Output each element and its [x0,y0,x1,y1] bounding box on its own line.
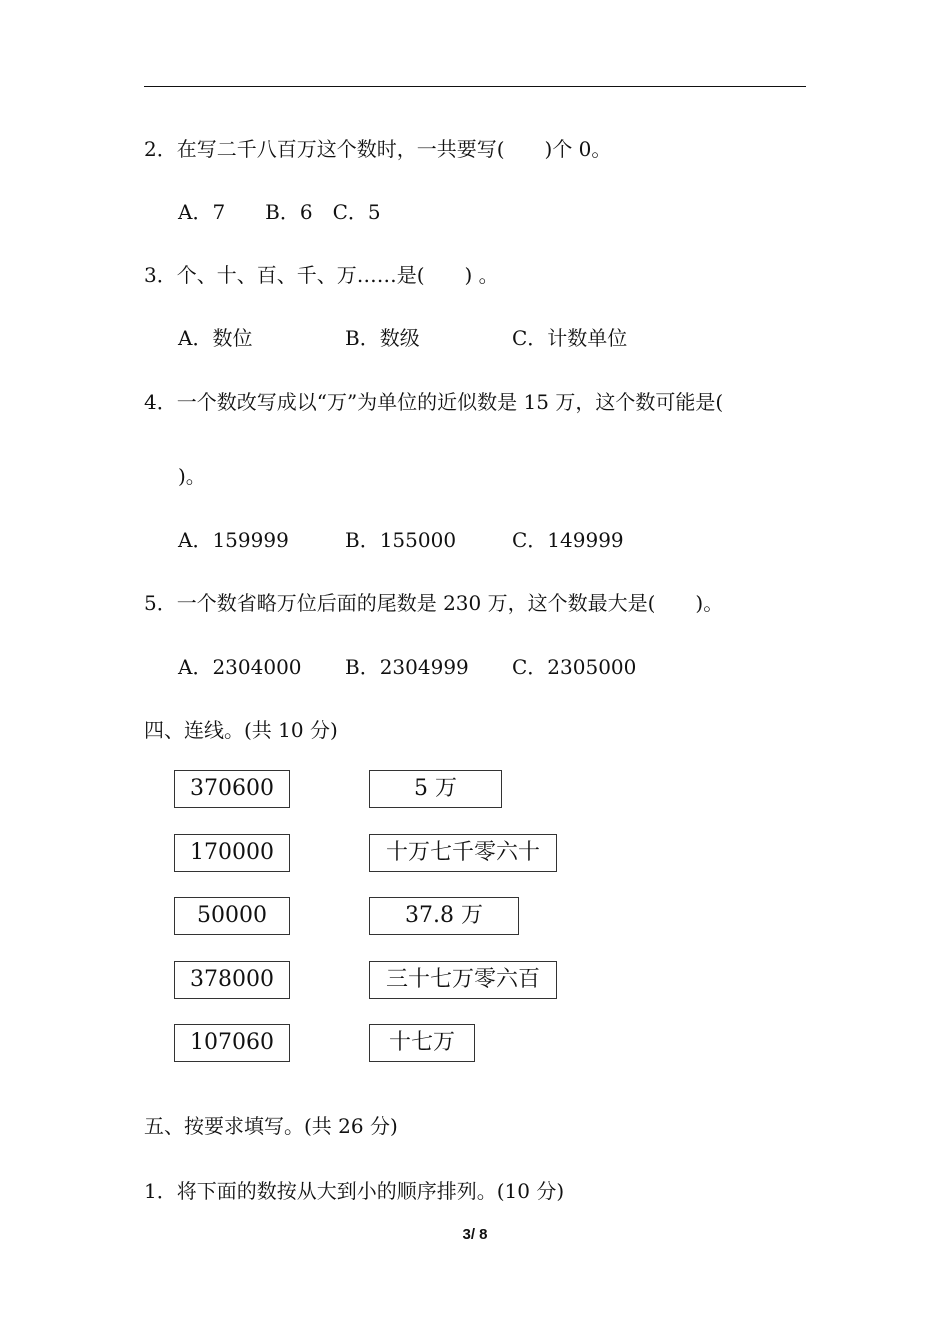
match-right-1[interactable]: 5 万 [369,770,502,808]
page-number: 3/ 8 [462,1226,488,1243]
match-left-3[interactable]: 50000 [174,897,290,935]
q3-stem: 3．个、十、百、千、万……是( ) 。 [144,263,499,287]
match-right-3[interactable]: 37.8 万 [369,897,519,935]
header-rule [144,86,806,87]
q5-option-c: C．2305000 [512,655,637,679]
match-right-5[interactable]: 十七万 [369,1024,475,1062]
q4-option-b: B．155000 [345,528,457,552]
q5-option-b: B．2304999 [345,655,469,679]
match-left-2[interactable]: 170000 [174,834,290,872]
match-right-4[interactable]: 三十七万零六百 [369,961,557,999]
q4-option-a: A．159999 [178,528,289,552]
match-right-2[interactable]: 十万七千零六十 [369,834,557,872]
match-left-5[interactable]: 107060 [174,1024,290,1062]
q5-stem: 5．一个数省略万位后面的尾数是 230 万，这个数最大是( )。 [144,591,724,615]
q4-stem: 4．一个数改写成以“万”为单位的近似数是 15 万，这个数可能是( [144,390,724,414]
q3-option-a: A．数位 [178,326,253,350]
section5-q1: 1．将下面的数按从大到小的顺序排列。(10 分) [144,1179,565,1203]
match-left-4[interactable]: 378000 [174,961,290,999]
q4-stem-cont: )。 [178,464,206,488]
q4-option-c: C．149999 [512,528,624,552]
match-left-1[interactable]: 370600 [174,770,290,808]
q2-options: A．7 B．6 C．5 [178,200,381,224]
q3-option-c: C．计数单位 [512,326,628,350]
section4-heading: 四、连线。(共 10 分) [144,718,338,742]
q2-stem: 2．在写二千八百万这个数时，一共要写( )个 0。 [144,137,612,161]
section5-heading: 五、按要求填写。(共 26 分) [144,1114,398,1138]
q3-option-b: B．数级 [345,326,420,350]
q5-option-a: A．2304000 [178,655,302,679]
